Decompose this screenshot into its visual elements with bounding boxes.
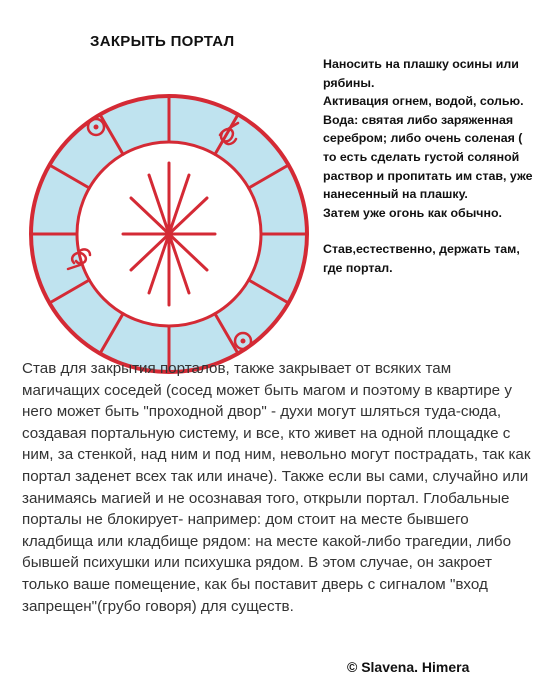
note-line-5: Став,естественно, держать там, где портал.	[323, 242, 520, 275]
copyright: © Slavena. Himera	[347, 659, 470, 675]
note-line-4: Затем уже огонь как обычно.	[323, 205, 502, 220]
portal-seal-icon	[28, 93, 310, 375]
description-paragraph: Став для закрытия порталов, также закрывает от всяких там магичащих соседей (сосед может быть магом и поэтому в квартире у него может быть "проходной двор" - духи могут шляться туда-сюда, создавая портальную систему, и все, кто живет на одной площадке с ним, за стенкой, над ним и под ним, невольно могут пострадать, так как портал заденет всех так или иначе). Также если вы сами, случайно или занимаясь магией и не осознавая того, открыли портал. Глобальные порталы не блокирует- например: дом стоит на месте бывшего кладбища или кладбище рядом: на месте какой-либо трагедии, либо бывшей психушки или психушка рядом. В этом случае, он закроет только ваше помещение, как бы поставит дверь с сигналом "вход запрещен"(грубо говоря) для существ.	[22, 360, 531, 615]
page-title: ЗАКРЫТЬ ПОРТАЛ	[90, 33, 235, 50]
instructions-note	[323, 55, 535, 278]
note-line-1: Наносить на плашку осины или рябины.	[323, 57, 519, 90]
note-line-2: Активация огнем, водой, солью.	[323, 94, 524, 109]
note-line-3: Вода: святая либо заряженная серебром; либо очень соленая ( то есть сделать густой соляной раствор и пропитать им став, уже нанесенный на плашку.	[323, 112, 533, 202]
